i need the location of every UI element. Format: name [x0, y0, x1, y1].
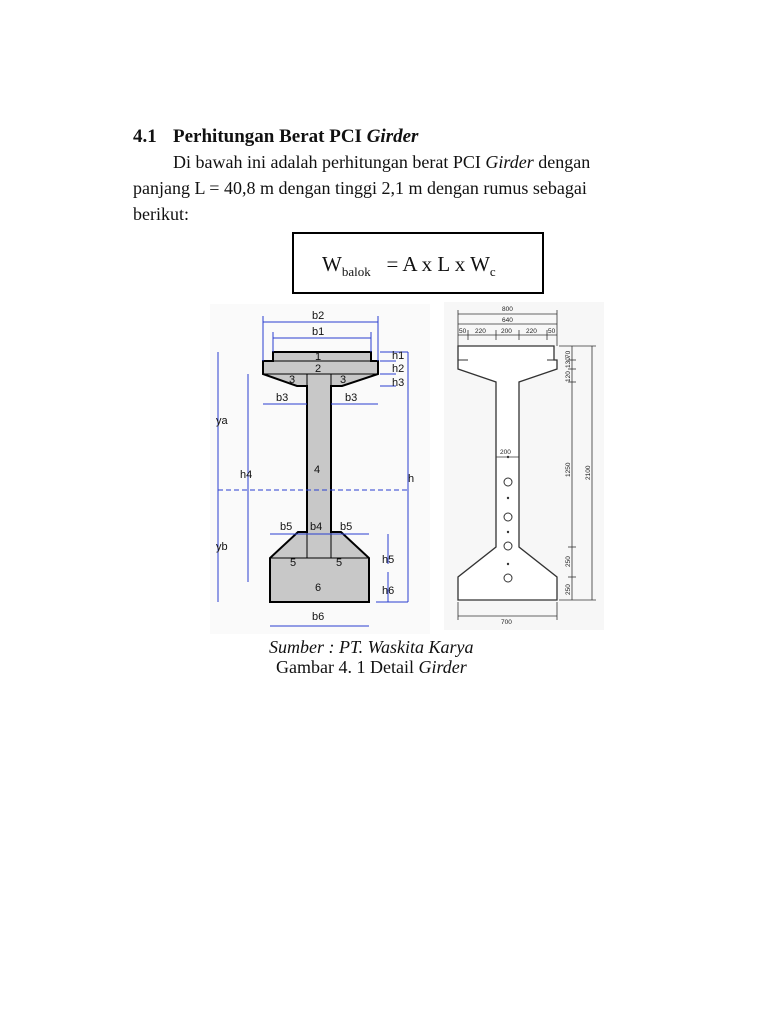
- label-h6: h6: [382, 585, 395, 597]
- label-seg2: 2: [315, 363, 322, 375]
- label-seg5-right: 5: [336, 557, 343, 569]
- dim-top-total: 800: [502, 306, 513, 313]
- dim-total-height: 2100: [585, 465, 592, 480]
- weight-formula: [322, 252, 496, 280]
- caption-title-italic: Girder: [418, 657, 467, 677]
- label-h1: h1: [392, 350, 405, 362]
- label-b5-left: b5: [280, 521, 293, 533]
- label-b6: b6: [312, 611, 325, 623]
- formula-rhs: = A x L x W: [386, 252, 490, 276]
- formula-sub-balok: balok: [341, 264, 371, 280]
- formula-sub-c: c: [489, 264, 496, 280]
- formula-w: W: [322, 252, 342, 276]
- dim-right-120: 120: [565, 371, 572, 382]
- paragraph-part2: dengan panjang L = 40,8 m dengan tinggi 2,1 m dengan rumus sebagai berikut:: [133, 152, 591, 224]
- dim-top-50-left: 50: [459, 328, 467, 335]
- label-h4: h4: [240, 469, 253, 481]
- dim-top-50-right: 50: [548, 328, 556, 335]
- label-b1: b1: [312, 326, 325, 338]
- label-h2: h2: [392, 363, 405, 375]
- dim-bottom: 700: [501, 619, 512, 626]
- section-title-italic: Girder: [366, 126, 419, 147]
- paragraph-part1: Di bawah ini adalah perhitungan berat PCI: [173, 152, 486, 172]
- label-seg1: 1: [315, 351, 322, 363]
- figure-source: Sumber : PT. Waskita Karya: [269, 637, 474, 657]
- dim-top-200: 200: [501, 328, 512, 335]
- label-b2: b2: [312, 310, 325, 322]
- dim-top-220-left: 220: [475, 328, 486, 335]
- dim-right-250a: 250: [565, 556, 572, 567]
- label-b5-right: b5: [340, 521, 353, 533]
- label-b4: b4: [310, 521, 323, 533]
- girder-section-diagram: [210, 304, 430, 634]
- formula-box: [292, 232, 544, 294]
- girder-dimension-drawing: [444, 302, 604, 630]
- label-seg3-left: 3: [289, 374, 296, 386]
- label-seg6: 6: [315, 582, 322, 594]
- paragraph-italic: Girder: [485, 152, 534, 172]
- dim-top-inner: 640: [502, 317, 513, 324]
- label-yb: yb: [216, 541, 228, 553]
- dim-top-220-right: 220: [526, 328, 537, 335]
- section-heading: [133, 126, 418, 148]
- label-seg5-left: 5: [290, 557, 297, 569]
- label-seg4: 4: [314, 464, 321, 476]
- dim-right-70: 70: [565, 350, 572, 358]
- dim-web: 200: [500, 449, 511, 456]
- dim-right-1250: 1250: [565, 462, 572, 477]
- label-h3: h3: [392, 377, 405, 389]
- label-seg3-right: 3: [340, 374, 347, 386]
- label-b3-right: b3: [345, 392, 358, 404]
- figure-caption: [276, 657, 467, 678]
- label-h5: h5: [382, 554, 395, 566]
- caption-title: Gambar 4. 1 Detail: [276, 657, 419, 677]
- label-h: h: [408, 473, 415, 485]
- label-b3-left: b3: [276, 392, 289, 404]
- dim-right-130: 130: [565, 357, 572, 368]
- dim-right-250b: 250: [565, 584, 572, 595]
- label-ya: ya: [216, 415, 228, 427]
- intro-paragraph: [133, 149, 638, 227]
- section-number: 4.1: [133, 126, 157, 147]
- section-title: Perhitungan Berat PCI: [173, 126, 367, 147]
